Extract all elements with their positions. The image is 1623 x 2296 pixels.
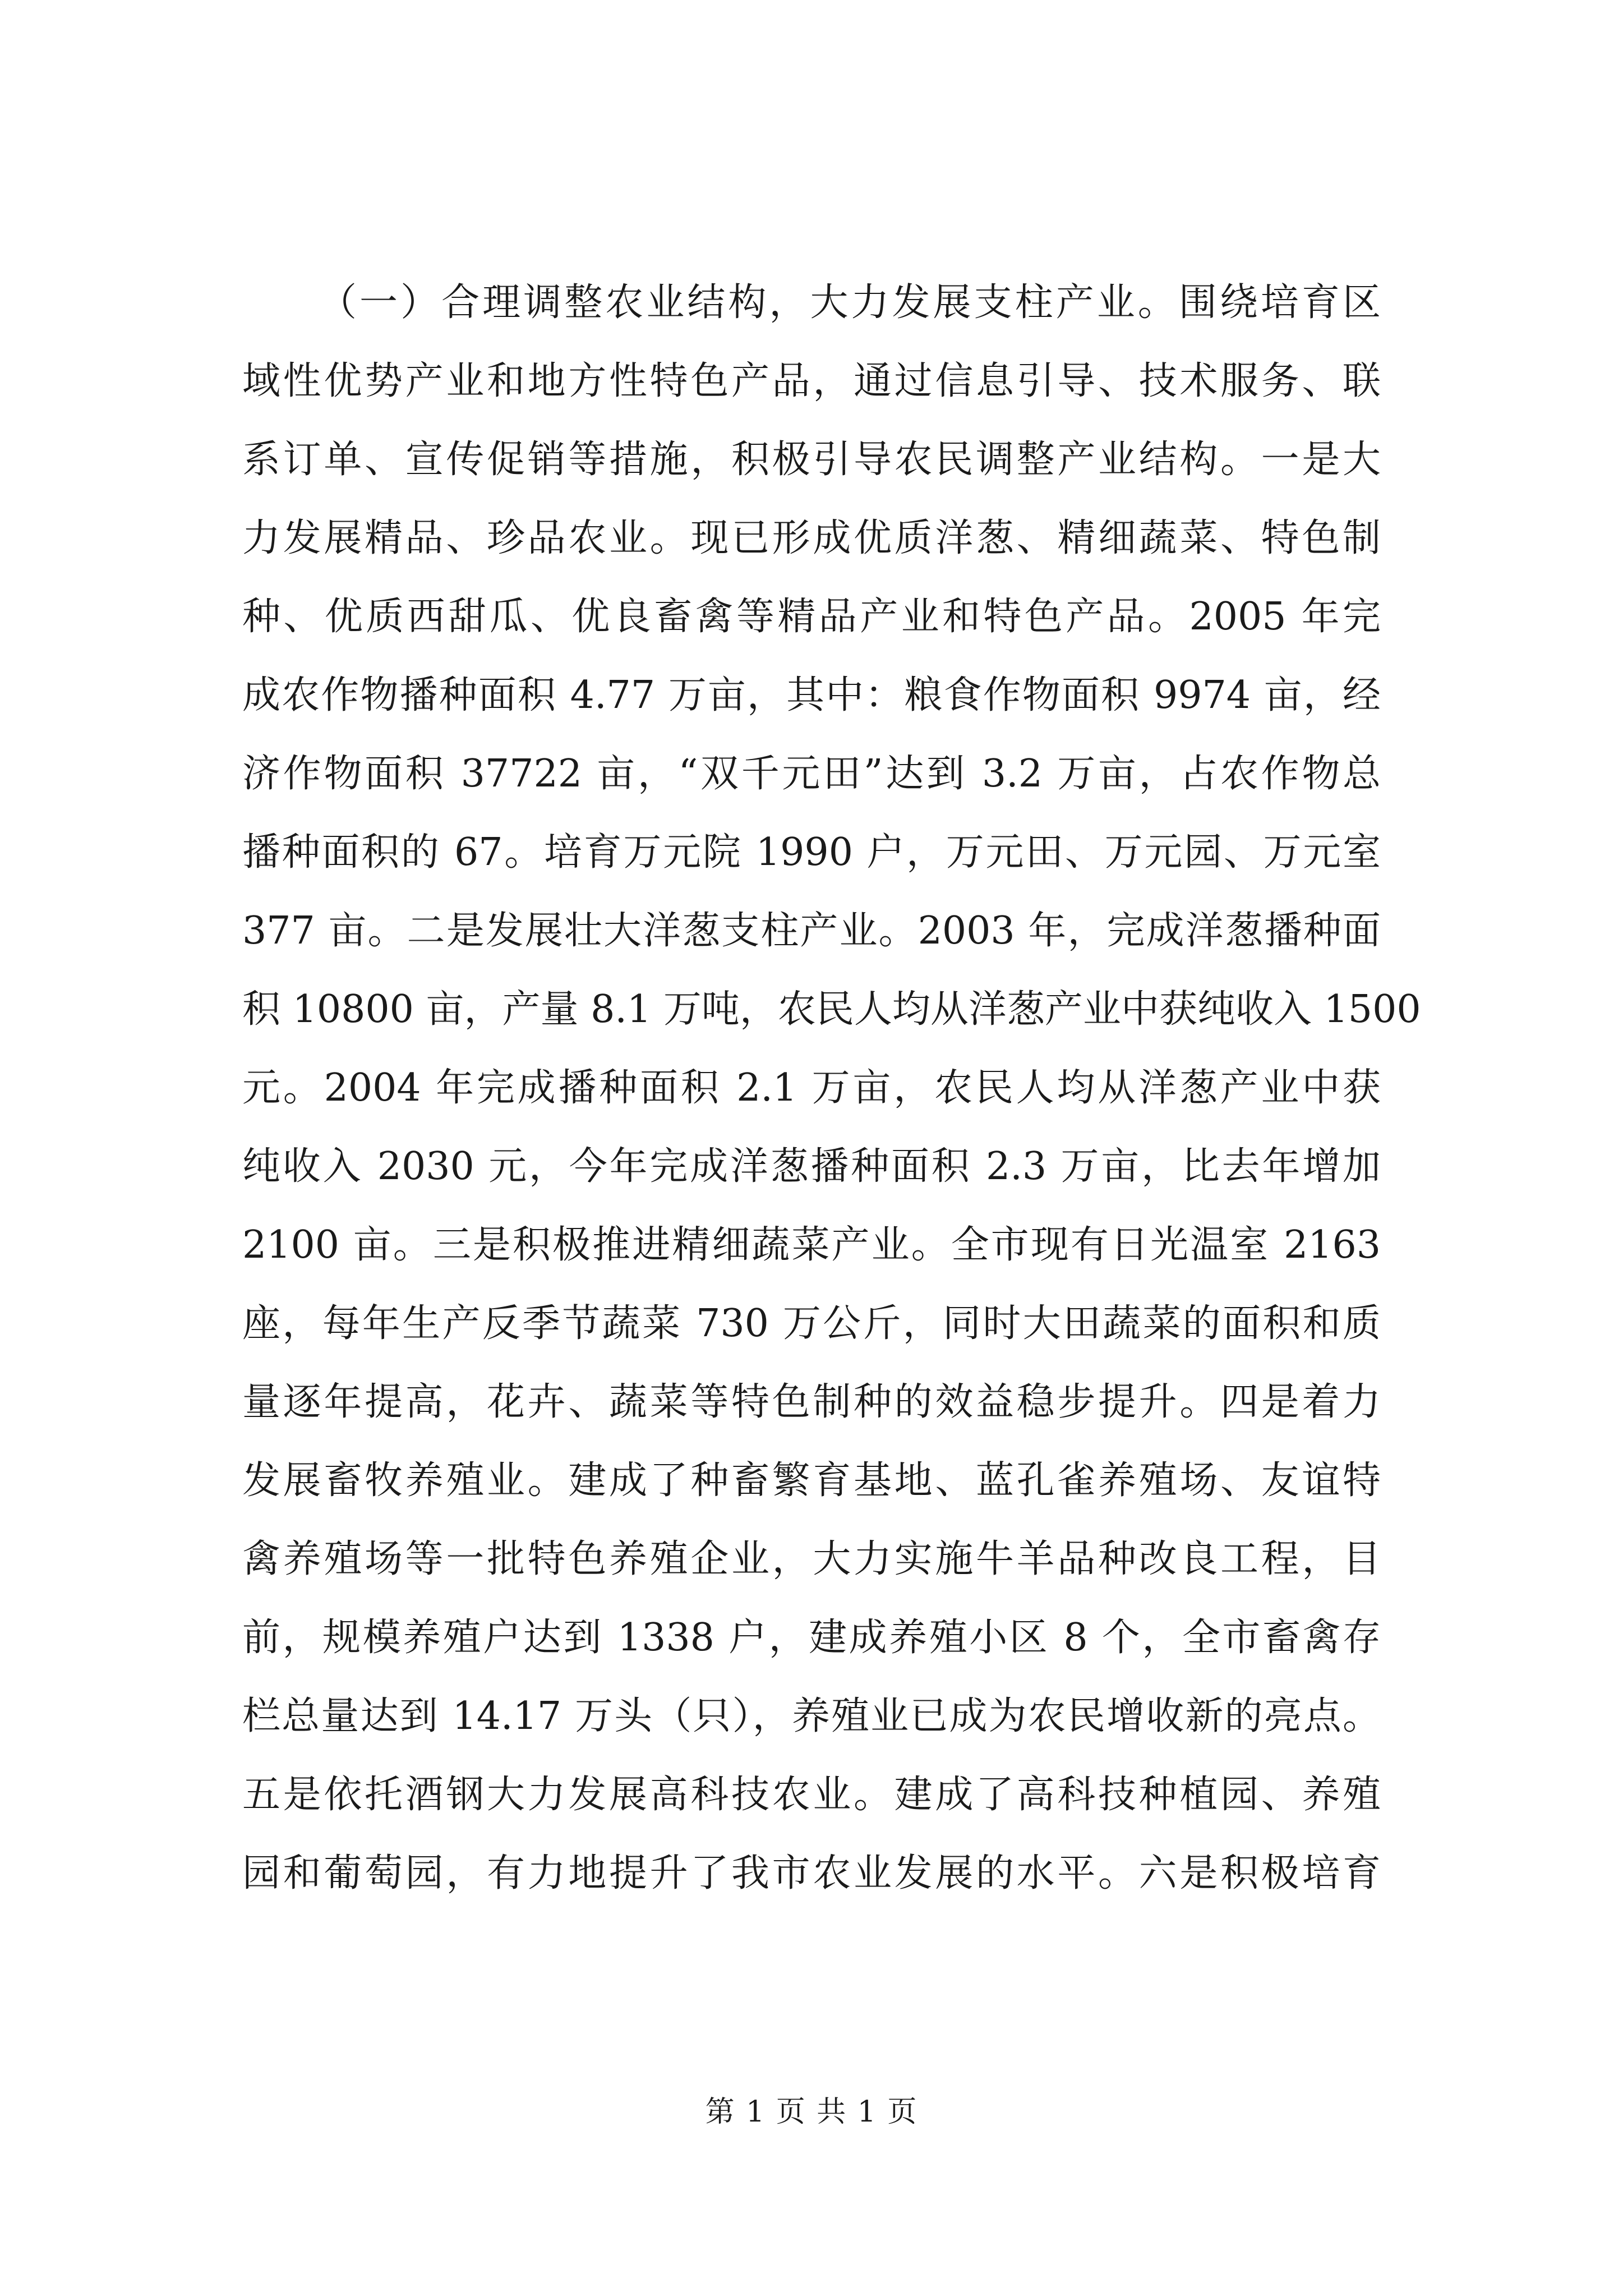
text-line: 前，规模养殖户达到 1338 户，建成养殖小区 8 个，全市畜禽存 bbox=[242, 1616, 1381, 1660]
text-line: 元。2004 年完成播种面积 2.1 万亩，农民人均从洋葱产业中获 bbox=[242, 1066, 1381, 1110]
text-line: 域性优势产业和地方性特色产品，通过信息引导、技术服务、联 bbox=[242, 359, 1381, 403]
text-line: 系订单、宣传促销等措施，积极引导农民调整产业结构。一是大 bbox=[242, 438, 1381, 482]
text-line: 377 亩。二是发展壮大洋葱支柱产业。2003 年，完成洋葱播种面 bbox=[242, 909, 1381, 953]
text-line: （一）合理调整农业结构，大力发展支柱产业。围绕培育区 bbox=[319, 280, 1381, 325]
text-line: 种、优质西甜瓜、优良畜禽等精品产业和特色产品。2005 年完 bbox=[242, 595, 1381, 639]
text-line: 禽养殖场等一批特色养殖企业，大力实施牛羊品种改良工程，目 bbox=[242, 1537, 1381, 1581]
page-number-label: 第 1 页 共 1 页 bbox=[705, 2095, 918, 2129]
text-line: 园和葡萄园，有力地提升了我市农业发展的水平。六是积极培育 bbox=[242, 1851, 1381, 1895]
text-line: 五是依托酒钢大力发展高科技农业。建成了高科技种植园、养殖 bbox=[242, 1773, 1381, 1817]
text-line: 座，每年生产反季节蔬菜 730 万公斤，同时大田蔬菜的面积和质 bbox=[242, 1301, 1381, 1346]
text-line: 量逐年提高，花卉、蔬菜等特色制种的效益稳步提升。四是着力 bbox=[242, 1380, 1381, 1424]
page-footer bbox=[0, 2092, 1623, 2132]
text-line: 栏总量达到 14.17 万头（只），养殖业已成为农民增收新的亮点。 bbox=[242, 1694, 1381, 1738]
text-line: 纯收入 2030 元，今年完成洋葱播种面积 2.3 万亩，比去年增加 bbox=[242, 1144, 1381, 1189]
text-line: 发展畜牧养殖业。建成了种畜繁育基地、蓝孔雀养殖场、友谊特 bbox=[242, 1458, 1381, 1503]
text-line: 积 10800 亩，产量 8.1 万吨，农民人均从洋葱产业中获纯收入 1500 bbox=[242, 987, 1421, 1032]
text-line: 济作物面积 37722 亩，“双千元田”达到 3.2 万亩，占农作物总 bbox=[242, 752, 1381, 796]
text-line: 力发展精品、珍品农业。现已形成优质洋葱、精细蔬菜、特色制 bbox=[242, 516, 1381, 560]
text-line: 播种面积的 67。培育万元院 1990 户，万元田、万元园、万元室 bbox=[242, 830, 1381, 875]
text-line: 成农作物播种面积 4.77 万亩，其中：粮食作物面积 9974 亩，经 bbox=[242, 673, 1381, 717]
body-paragraph bbox=[242, 264, 1421, 1913]
text-line: 2100 亩。三是积极推进精细蔬菜产业。全市现有日光温室 2163 bbox=[242, 1223, 1381, 1267]
